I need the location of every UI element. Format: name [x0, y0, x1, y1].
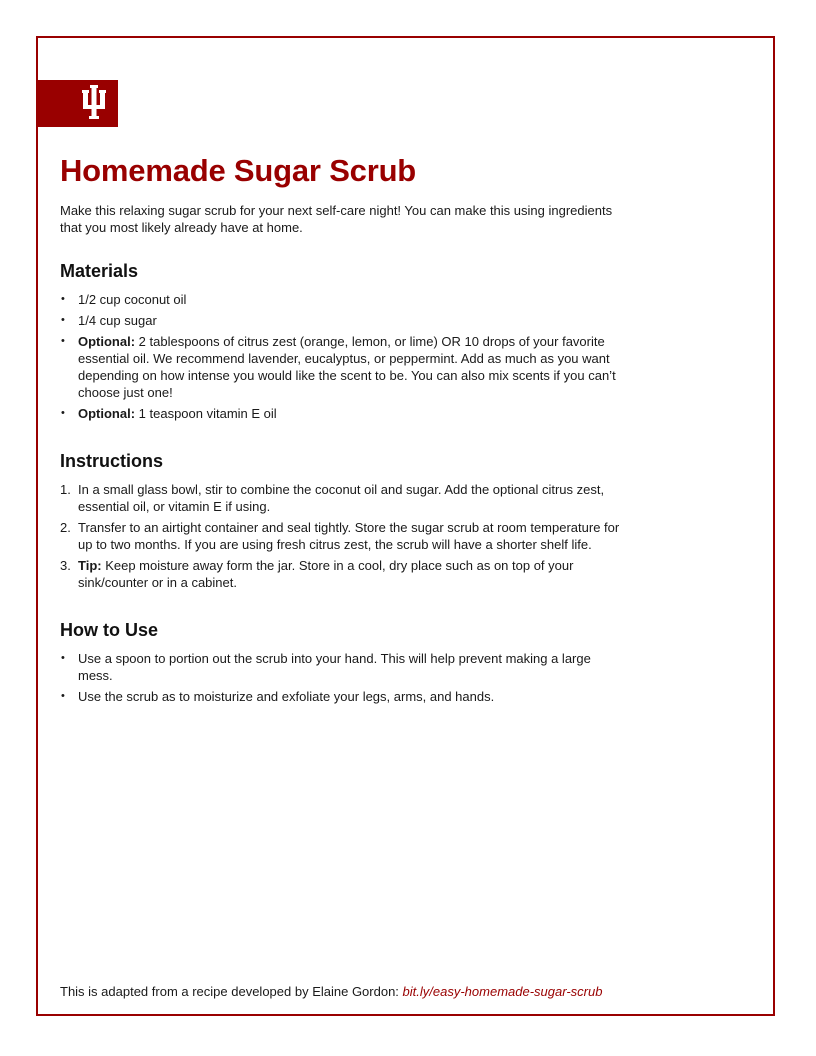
optional-label: Optional: — [78, 334, 136, 349]
document-content — [60, 150, 620, 732]
tip-label: Tip: — [78, 558, 102, 573]
how-to-use-heading: How to Use — [60, 620, 159, 640]
page-title: Homemade Sugar Scrub — [60, 153, 417, 188]
list-item: 2. Transfer to an airtight container and seal tightly. Store the sugar scrub at room temperature for up to two months. If you are using fresh citrus zest, the scrub will have a shorter shelf life. — [60, 520, 620, 552]
list-item: 3. Tip: Keep moisture away form the jar. Store in a cool, dry place such as on top of your sink/counter or in a cabinet. — [60, 558, 574, 590]
footer-credit — [60, 983, 602, 1000]
iu-trident-icon — [82, 85, 106, 121]
how-to-use-list — [60, 650, 620, 705]
list-item: • 1/2 cup coconut oil — [60, 291, 620, 308]
list-item: • Optional: 2 tablespoons of citrus zest (orange, lemon, or lime) OR 10 drops of your favorite essential oil. We recommend lavender, eucalyptus, or peppermint. Add as much as you want depending on how intense you would like the scent to be. You can also mix scents if you can’t choose just one! — [60, 333, 620, 401]
step-number: 3. — [60, 558, 71, 573]
how-to-use-section — [60, 618, 620, 705]
intro-paragraph: Make this relaxing sugar scrub for your next self-care night! You can make this using ingredients that you most likely already have at home. — [60, 203, 613, 235]
list-item: 1. In a small glass bowl, stir to combine the coconut oil and sugar. Add the optional citrus zest, essential oil, or vitamin E if using. — [60, 482, 605, 514]
materials-heading: Materials — [60, 261, 139, 281]
step-number: 1. — [60, 482, 71, 497]
step-number: 2. — [60, 520, 71, 535]
instructions-section — [60, 449, 620, 591]
list-item: • Use a spoon to portion out the scrub into your hand. This will help prevent making a large mess. — [60, 650, 620, 684]
footer-text: This is adapted from a recipe developed by Elaine Gordon: — [60, 984, 403, 999]
list-item: • Optional: 1 teaspoon vitamin E oil — [60, 405, 620, 422]
list-item: • Use the scrub as to moisturize and exfoliate your legs, arms, and hands. — [60, 688, 620, 705]
materials-list — [60, 291, 620, 422]
instructions-heading: Instructions — [60, 451, 164, 471]
source-link[interactable]: bit.ly/easy-homemade-sugar-scrub — [402, 984, 603, 999]
instructions-list — [60, 481, 620, 591]
list-item: • 1/4 cup sugar — [60, 312, 620, 329]
optional-label: Optional: — [78, 406, 136, 421]
materials-section — [60, 259, 620, 422]
logo-banner — [38, 80, 118, 127]
